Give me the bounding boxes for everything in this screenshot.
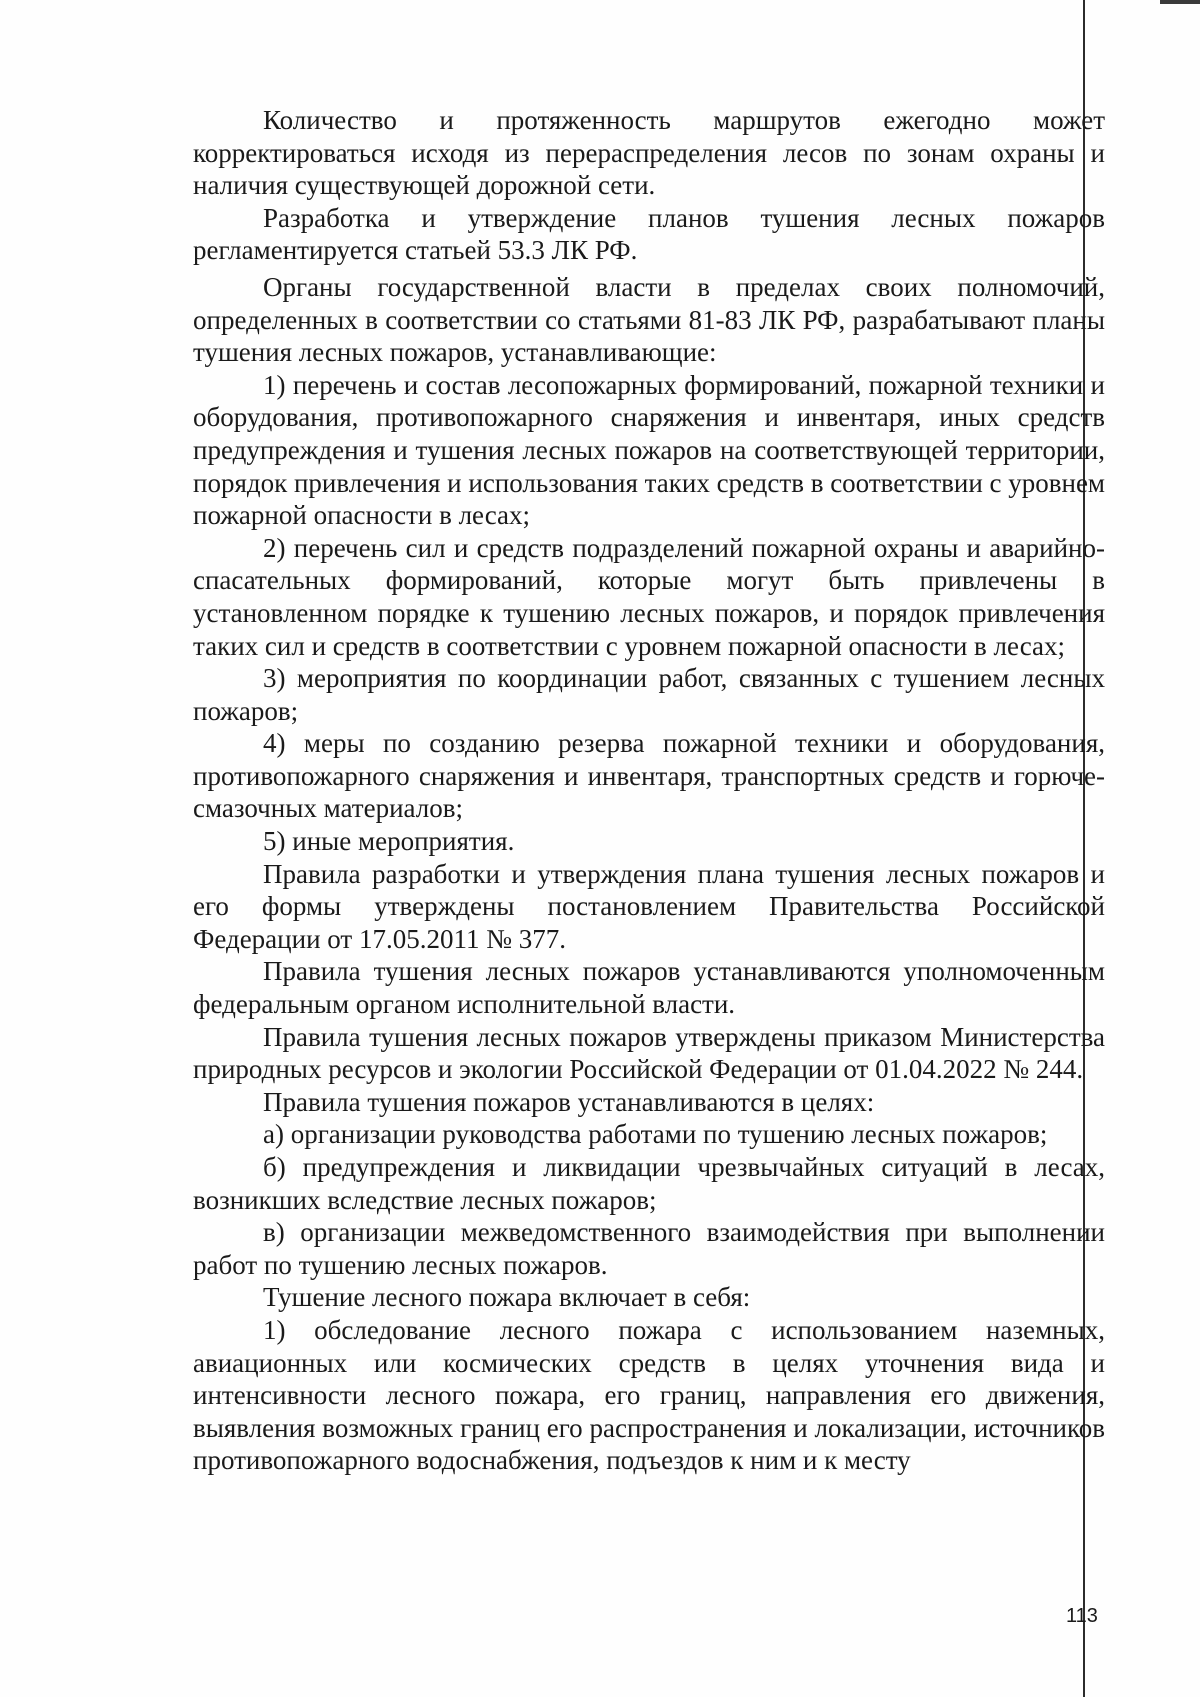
goal-item-c: в) организации межведомственного взаимодействия при выполнении работ по тушению лесных пожаров.	[193, 1217, 1105, 1280]
scan-corner-mark	[1160, 0, 1200, 4]
list-item-1: 1) перечень и состав лесопожарных формирований, пожарной техники и оборудования, противопожарного снаряжения и инвентаря, иных средств предупреждения и тушения лесных пожаров на соответствующей территории, порядок привлечения и использования таких средств в соответствии с уровнем пожарной опасности в лесах;	[193, 369, 1106, 531]
list-item-5: 5) иные мероприятия.	[263, 826, 515, 857]
page-number: 113	[1066, 1605, 1098, 1627]
document-body	[193, 104, 1105, 1477]
goal-item-a: а) организации руководства работами по тушению лесных пожаров;	[263, 1119, 1048, 1150]
paragraph-authorities: Органы государственной власти в пределах своих полномочий, определенных в соответствии со статьями 81-83 ЛК РФ, разрабатывают планы тушения лесных пожаров, устанавливающие:	[193, 271, 1105, 368]
paragraph-plans-regulation: Разработка и утверждение планов тушения лесных пожаров регламентируется статьей 53.3 ЛК РФ.	[193, 202, 1105, 266]
paragraph-plan-rules: Правила разработки и утверждения плана тушения лесных пожаров и его формы утверждены постановлением Правительства Российской Федерации от 17.05.2011 № 377.	[193, 858, 1105, 954]
list-item-4: 4) меры по созданию резерва пожарной техники и оборудования, противопожарного снаряжения и инвентаря, транспортных средств и горюче-смазочных материалов;	[193, 728, 1105, 824]
goal-item-b: б) предупреждения и ликвидации чрезвычайных ситуаций в лесах, возникших вследствие лесных пожаров;	[193, 1152, 1105, 1215]
list-item-3: 3) мероприятия по координации работ, связанных с тушением лесных пожаров;	[193, 663, 1105, 726]
extinguishing-item-1: 1) обследование лесного пожара с использованием наземных, авиационных или космических средств в целях уточнения вида и интенсивности лесного пожара, его границ, направления его движения, выявления возможных границ его распространения и локализации, источников противопожарного водоснабжения, подъездов к ним и к месту	[193, 1314, 1105, 1476]
paragraph-firefighting-rules: Правила тушения лесных пожаров устанавливаются уполномоченным федеральным органом исполнительной власти.	[193, 956, 1105, 1020]
paragraph-extinguishing-intro: Тушение лесного пожара включает в себя:	[263, 1282, 751, 1313]
paragraph-ministry-order: Правила тушения лесных пожаров утверждены приказом Министерства природных ресурсов и экологии Российской Федерации от 01.04.2022 № 244.	[193, 1021, 1105, 1085]
paragraph-routes: Количество и протяженность маршрутов ежегодно может корректироваться исходя из перераспределения лесов по зонам охраны и наличия существующей дорожной сети.	[193, 105, 1105, 201]
list-item-2: 2) перечень сил и средств подразделений пожарной охраны и аварийно-спасательных формирований, которые могут быть привлечены в установленном порядке к тушению лесных пожаров, и порядок привлечения таких сил и средств в соответствии с уровнем пожарной опасности в лесах;	[193, 532, 1105, 661]
paragraph-goals-intro: Правила тушения пожаров устанавливаются в целях:	[263, 1086, 875, 1117]
